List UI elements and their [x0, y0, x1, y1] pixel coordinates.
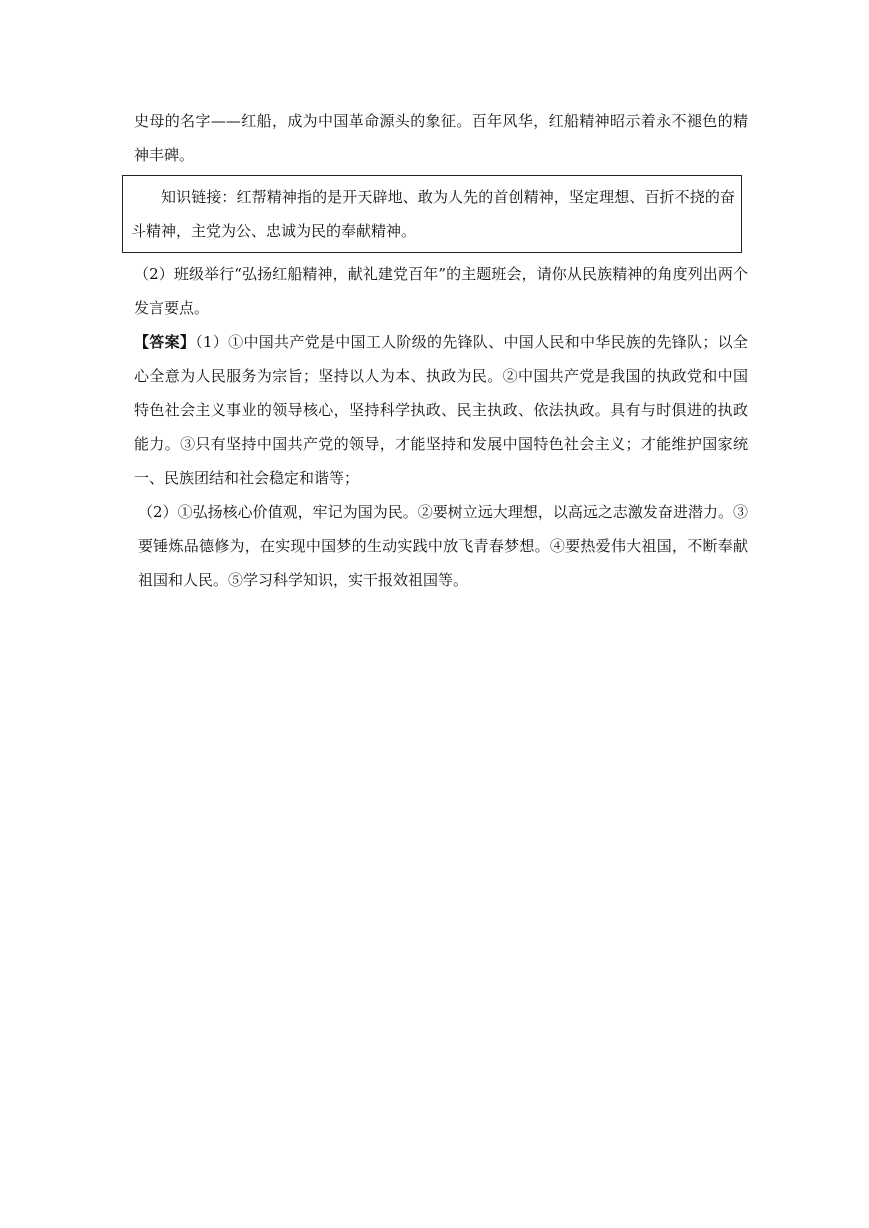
knowledge-link-box: [122, 175, 742, 253]
answer-part-2: （2）①弘扬核心价值观，牢记为国为民。②要树立远大理想，以高远之志激发奋进潜力。③要锤炼品德修为，在实现中国梦的生动实践中放飞青春梦想。④要热爱伟大祖国，不断奉献祖国和人民。⑤学习科学知识，实干报效祖国等。: [138, 503, 748, 589]
intro-paragraph: 史母的名字——红船，成为中国革命源头的象征。百年风华，红船精神昭示着永不褪色的精神丰碑。: [134, 112, 748, 164]
knowledge-link-text: 知识链接：红帮精神指的是开天辟地、敢为人先的首创精神，坚定理想、百折不挠的奋斗精神，主党为公、忠诚为民的奉献精神。: [131, 188, 735, 240]
document-page: [131, 104, 748, 597]
answer-part-1: （1）①中国共产党是中国工人阶级的先锋队、中国人民和中华民族的先锋队；以全心全意为人民服务为宗旨；坚持以人为本、执政为民。②中国共产党是我国的执政党和中国特色社会主义事业的领导核心，坚持科学执政、民主执政、依法执政。具有与时俱进的执政能力。③只有坚持中国共产党的领导，才能坚持和发展中国特色社会主义；才能维护国家统一、民族团结和社会稳定和谐等；: [134, 333, 748, 487]
answer-paragraph: [134, 325, 748, 495]
question-2: （2）班级举行“弘扬红船精神，献礼建党百年”的主题班会，请你从民族精神的角度列出两个发言要点。: [134, 265, 748, 317]
answer-label: 【答案】: [134, 333, 196, 351]
